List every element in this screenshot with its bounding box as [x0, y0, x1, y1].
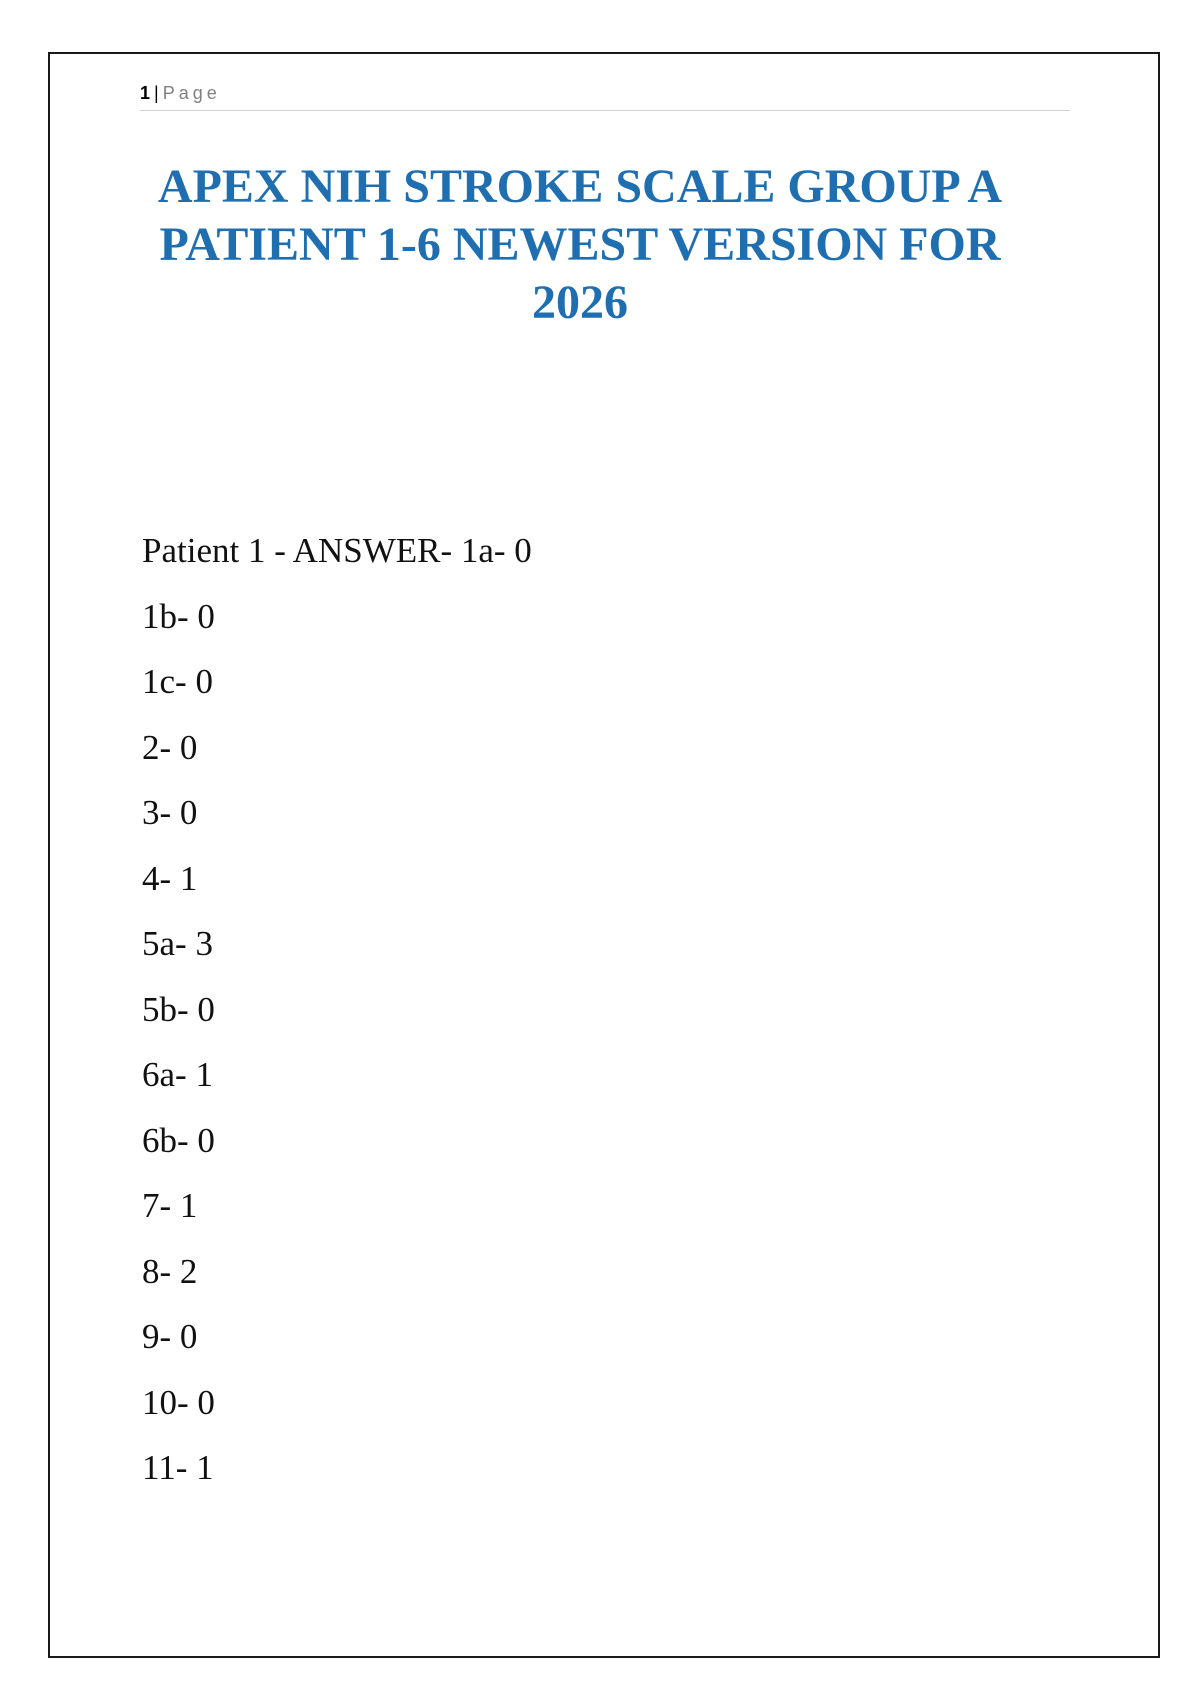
page-separator: | [154, 83, 159, 103]
answer-line-9: 9- 0 [142, 1317, 198, 1356]
answer-line-patient-1: Patient 1 - ANSWER- 1a- 0 [142, 531, 532, 570]
document-title [140, 158, 1020, 332]
answer-line-1b: 1b- 0 [142, 596, 215, 636]
answer-line-8: 8- 2 [142, 1251, 198, 1291]
title-line-1: APEX NIH STROKE SCALE GROUP A [157, 160, 1003, 213]
answer-line-10: 10- 0 [142, 1382, 215, 1422]
page-number: 1 [140, 83, 151, 103]
title-line-2: PATIENT 1-6 NEWEST VERSION FOR [159, 218, 1001, 271]
answer-list [142, 528, 1022, 1511]
answer-line-2: 2- 0 [142, 727, 198, 767]
answer-line-4: 4- 1 [142, 858, 198, 898]
answer-line-3: 3- 0 [142, 793, 198, 832]
answer-line-1c: 1c- 0 [142, 662, 213, 701]
page-header [140, 80, 1070, 111]
answer-line-5b: 5b- 0 [142, 989, 215, 1029]
answer-line-5a: 5a- 3 [142, 924, 213, 963]
page-label: Page [162, 83, 221, 103]
title-line-3: 2026 [532, 276, 628, 329]
answer-line-6b: 6b- 0 [142, 1120, 215, 1160]
answer-line-11: 11- 1 [142, 1448, 214, 1487]
answer-line-7: 7- 1 [142, 1186, 198, 1225]
answer-line-6a: 6a- 1 [142, 1055, 213, 1094]
